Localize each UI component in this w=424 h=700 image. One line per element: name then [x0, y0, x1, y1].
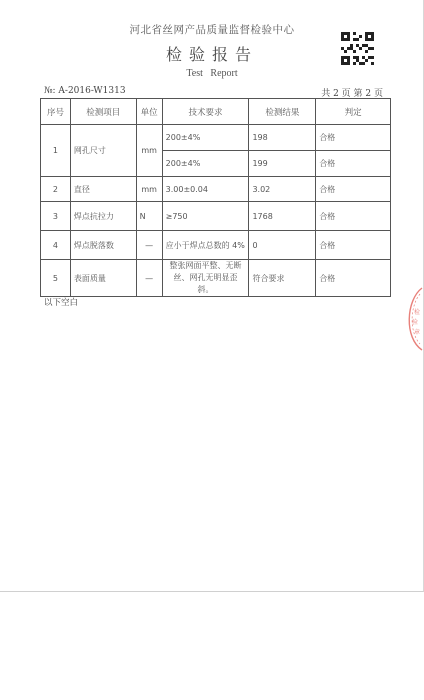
- row-verdict: 合格: [316, 125, 391, 151]
- row-seq: 2: [41, 177, 71, 202]
- page-info: 共 2 页 第 2 页: [321, 89, 383, 99]
- results-table: [40, 98, 391, 297]
- column-header: 检测结果: [249, 99, 316, 125]
- row-seq: 3: [41, 202, 71, 231]
- row-verdict: 合格: [316, 260, 391, 297]
- column-header: 判定: [316, 99, 391, 125]
- table-header-row: [41, 99, 391, 125]
- row-result: 199: [249, 151, 316, 177]
- row-verdict: 合格: [316, 202, 391, 231]
- seal-stamp-icon: [398, 284, 424, 354]
- row-verdict: 合格: [316, 177, 391, 202]
- qr-code-icon: [341, 32, 374, 65]
- org-name: 河北省丝网产品质量监督检验中心: [129, 24, 295, 36]
- column-header: 检测项目: [70, 99, 136, 125]
- row-item: 焊点脱落数: [70, 231, 136, 260]
- row-result: 1768: [249, 202, 316, 231]
- row-item: 直径: [70, 177, 136, 202]
- svg-text:验: 验: [412, 319, 419, 326]
- report-subtitle: Test Report: [186, 68, 238, 79]
- row-requirement: ≥750: [162, 202, 249, 231]
- document-number: №: A-2016-W1313: [44, 86, 126, 96]
- blank-below-note: 以下空白: [44, 298, 79, 308]
- row-requirement: 200±4%: [162, 151, 249, 177]
- table-row: [41, 177, 391, 202]
- row-unit: mm: [136, 177, 162, 202]
- row-result: 198: [249, 125, 316, 151]
- row-unit: —: [136, 231, 162, 260]
- row-item: 焊点抗拉力: [70, 202, 136, 231]
- table-row: [41, 231, 391, 260]
- svg-text:检: 检: [414, 309, 421, 316]
- row-requirement: 200±4%: [162, 125, 249, 151]
- row-verdict: 合格: [316, 151, 391, 177]
- row-result: 符合要求: [249, 260, 316, 297]
- row-verdict: 合格: [316, 231, 391, 260]
- row-unit: N: [136, 202, 162, 231]
- report-title: 检验报告: [165, 45, 258, 64]
- row-requirement: 3.00±0.04: [162, 177, 249, 202]
- row-seq: 1: [41, 125, 71, 177]
- table-row: [41, 125, 391, 151]
- svg-text:章: 章: [414, 329, 421, 336]
- table-row: [41, 202, 391, 231]
- row-result: 3.02: [249, 177, 316, 202]
- row-item: 表面质量: [70, 260, 136, 297]
- row-requirement: 应小于焊点总数的 4%: [162, 231, 249, 260]
- row-result: 0: [249, 231, 316, 260]
- row-seq: 5: [41, 260, 71, 297]
- row-unit: —: [136, 260, 162, 297]
- row-unit: mm: [136, 125, 162, 177]
- column-header: 技术要求: [162, 99, 249, 125]
- row-seq: 4: [41, 231, 71, 260]
- row-item: 网孔尺寸: [70, 125, 136, 177]
- row-requirement: 整张网面平整、无断丝、网孔无明显歪斜。: [162, 260, 249, 297]
- column-header: 序号: [41, 99, 71, 125]
- column-header: 单位: [136, 99, 162, 125]
- table-row: [41, 260, 391, 297]
